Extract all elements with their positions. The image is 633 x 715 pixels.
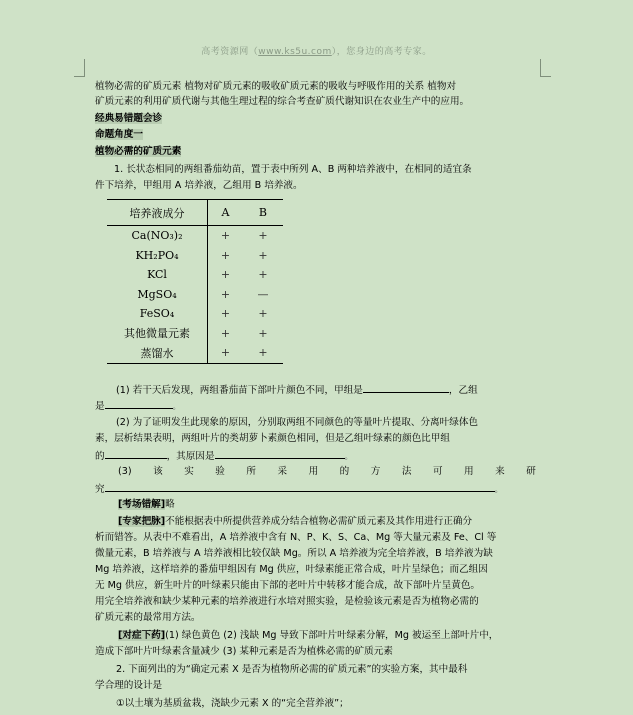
value-b: + xyxy=(258,268,268,282)
sub-question-3-line-2: 究 。 xyxy=(95,481,541,497)
answer-blank[interactable] xyxy=(105,398,173,409)
sub-question-2-line-2: 素，层析结果表明，两组叶片的类胡萝卜素颜色相同，但是乙组叶绿素的颜色比甲组 xyxy=(95,433,450,444)
nutrient-table xyxy=(107,199,283,364)
expert-line-5: 无 Mg 供应，新生叶片的叶绿素只能由下部的老叶片中转移才能合成，故下部叶片呈黄色。 xyxy=(95,580,481,591)
value-a: + xyxy=(220,229,231,243)
answer-blank[interactable] xyxy=(363,382,449,393)
answer-label: [对症下药] xyxy=(118,630,166,641)
table-row xyxy=(107,285,283,305)
question-2-line-1: 2. 下面列出的为“确定元素 X 是否为植物所必需的矿质元素”的实验方案，其中最科 xyxy=(116,664,468,675)
answer-blank[interactable] xyxy=(215,448,345,459)
table-row xyxy=(107,304,283,324)
table-row xyxy=(107,246,283,266)
answer-line-1: [对症下药](1) 绿色黄色 (2) 浅缺 Mg 导致下部叶片叶绿素分解，Mg 被运至上部叶片中， xyxy=(118,630,499,641)
value-b: + xyxy=(258,307,268,321)
table-header-row xyxy=(107,200,283,226)
error-label: [考场错解] xyxy=(118,499,166,510)
page-header xyxy=(0,44,633,57)
value-a: + xyxy=(220,268,231,282)
answer-blank[interactable] xyxy=(105,481,495,492)
component-name: KCl xyxy=(107,265,208,285)
component-name: 其他微量元素 xyxy=(107,324,208,344)
crop-mark-top-left xyxy=(74,59,85,77)
value-a: + xyxy=(220,287,231,301)
table-row xyxy=(107,324,283,344)
expert-line-3: 微量元素，B 培养液与 A 培养液相比较仅缺 Mg。所以 A 培养液为完全培养液，B 培养液为缺 xyxy=(95,548,493,559)
value-a: + xyxy=(220,346,231,360)
value-b: + xyxy=(258,326,268,340)
table-header-b: B xyxy=(243,200,283,226)
sub-question-1-line-1: (1) 若干天后发现，两组番茄苗下部叶片颜色不同，甲组是 ，乙组 xyxy=(116,382,562,398)
expert-line-4: Mg 培养液，这样培养的番茄甲组因有 Mg 供应，叶绿素能正常合成，叶片呈绿色；而乙组因 xyxy=(95,564,488,575)
sub-question-2-line-3: 的 ，其原因是 。 xyxy=(95,448,541,464)
value-a: + xyxy=(220,326,231,340)
table-row xyxy=(107,343,283,363)
intro-line-2: 矿质元素的利用矿质代谢与其他生理过程的综合考查矿质代谢知识在农业生产中的应用。 xyxy=(95,96,470,107)
component-name: Ca(NO₃)₂ xyxy=(107,226,208,246)
answer-blank[interactable] xyxy=(105,448,167,459)
intro-line-1: 植物必需的矿质元素 植物对矿质元素的吸收矿质元素的吸收与呼吸作用的关系 植物对 xyxy=(95,81,457,92)
error-analysis xyxy=(118,498,564,512)
table-header-component: 培养液成分 xyxy=(107,200,208,226)
question-2-line-2: 学合理的设计是 xyxy=(95,680,163,691)
component-name: FeSO₄ xyxy=(107,304,208,324)
table-row xyxy=(107,265,283,285)
value-b: — xyxy=(257,287,269,301)
expert-line-6: 用完全培养液和缺少某种元素的培养液进行水培对照实验，是检验该元素是否为植物必需的 xyxy=(95,596,479,607)
answer-line-2: 造成下部叶片叶绿素含量减少 (3) 某种元素是否为植株必需的矿质元素 xyxy=(95,646,393,657)
component-name: MgSO₄ xyxy=(107,285,208,305)
angle-title: 命题角度一 xyxy=(95,129,143,140)
section-title: 经典易错题会诊 xyxy=(95,113,163,124)
question-1-line-2: 件下培养，甲组用 A 培养液，乙组用 B 培养液。 xyxy=(95,180,303,191)
sub-question-2-line-1: (2) 为了证明发生此现象的原因，分别取两组不同颜色的等量叶片提取、分离叶绿体色 xyxy=(116,417,479,428)
question-2-line-3: ①以土壤为基质盆栽，浇缺少元素 X 的“完全营养液”； xyxy=(116,698,349,709)
topic-title: 植物必需的矿质元素 xyxy=(95,146,182,157)
header-suffix: ），您身边的高考专家。 xyxy=(331,47,432,57)
error-text: 略 xyxy=(165,499,175,510)
value-a: + xyxy=(220,307,231,321)
value-b: + xyxy=(258,346,268,360)
question-1-line-1: 1. 长状态相同的两组番茄幼苗，置于表中所列 A、B 两种培养液中，在相同的适宜条 xyxy=(114,164,472,175)
value-b: + xyxy=(258,229,268,243)
component-name: KH₂PO₄ xyxy=(107,246,208,266)
expert-line-7: 矿质元素的最常用方法。 xyxy=(95,612,201,623)
sub-question-3-line-1: (3) 该 实 验 所 采 用 的 方 法 可 用 来 研 xyxy=(118,466,536,477)
header-prefix: 高考资源网（ xyxy=(201,47,259,57)
component-name: 蒸馏水 xyxy=(107,343,208,363)
value-b: + xyxy=(258,248,268,262)
value-a: + xyxy=(220,248,231,262)
table-row xyxy=(107,226,283,246)
table-header-a: A xyxy=(208,200,243,226)
header-site-link[interactable]: www.ks5u.com xyxy=(258,47,332,57)
expert-label: [专家把脉] xyxy=(118,516,166,527)
expert-line-2: 析而错答。从表中不难看出，A 培养液中含有 N、P、K、S、Ca、Mg 等大量元素及 Fe、Cl 等 xyxy=(95,532,497,543)
expert-line-1: [专家把脉]不能根据表中所提供营养成分结合植物必需矿质元素及其作用进行正确分 xyxy=(118,516,473,527)
sub-question-1-line-2: 是 。 xyxy=(95,398,541,414)
crop-mark-top-right xyxy=(540,59,551,77)
